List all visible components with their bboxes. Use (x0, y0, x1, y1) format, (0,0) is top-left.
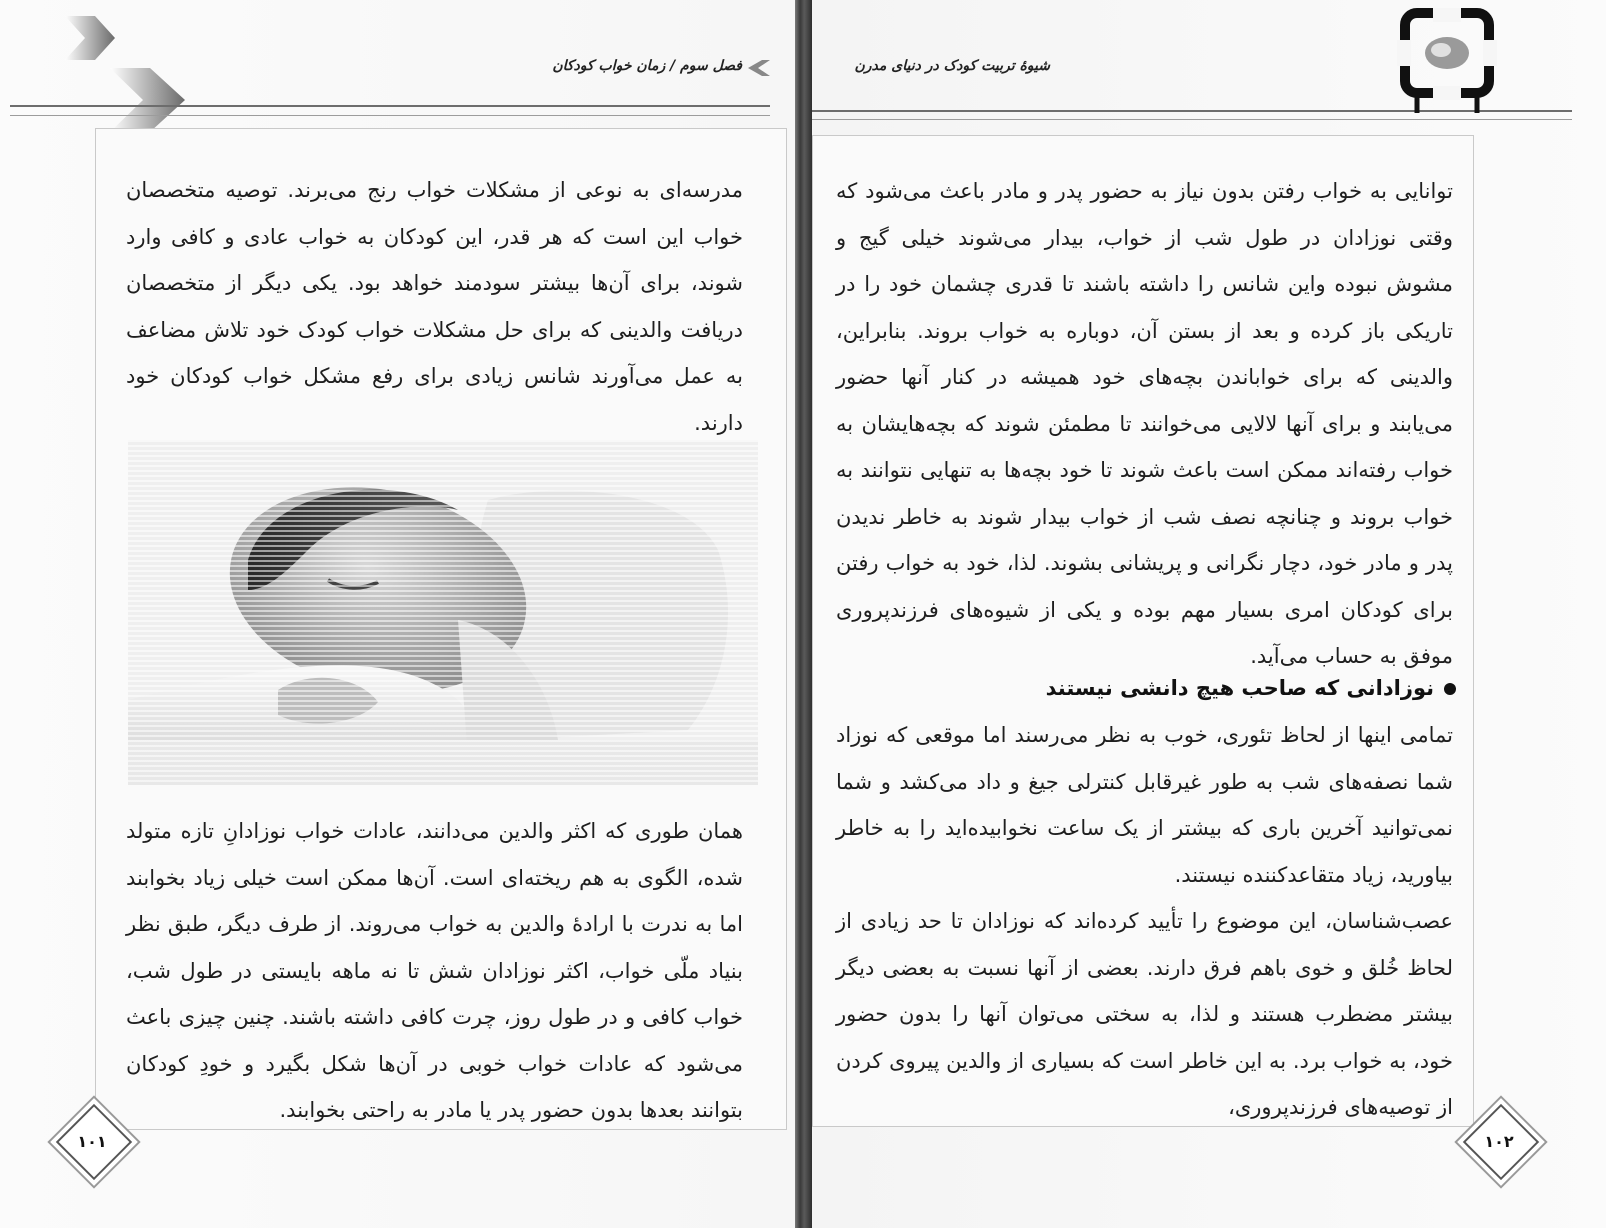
chevron-left-icon (748, 60, 770, 76)
right-paragraph-2-text: تمامی اینها از لحاظ تئوری، خوب به نظر می‌رسند اما موقعی که نوزاد شما نصفه‌های شب به طور غیرقابل کنترلی جیغ و داد می‌کشد و شما نمی‌توانید آخرین باری که بیشتر از یک ساعت نخوابیده‌اید را به خاطر بیاورید، زیاد متقاعدکننده نیستند. (836, 723, 1453, 887)
left-paragraph-2-text: همان طوری که اکثر والدین می‌دانند، عادات خواب نوزادانِ تازه متولد شده، الگوی به هم ریخته‌ای است. آن‌ها ممکن است خیلی زیاد بخوابند اما به ندرت با ارادهٔ والدین به خواب می‌روند. از طرف دیگر، طبق نظر بنیاد ملّی خواب، اکثر نوزادان شش تا نه ماهه بایستی در طول شب، خواب کافی و در طول روز، چرت کافی داشته باشند. چنین چیزی باعث می‌شود که عادات خواب خوبی در آن‌ها شکل بگیرد و خودِ کودکان بتوانند بعدها بدون حضور پدر یا مادر به راحتی بخوابند. (126, 819, 743, 1122)
right-paragraph-3-text: عصب‌شناسان، این موضوع را تأیید کرده‌اند که نوزادان تا حد زیادی از لحاظ خُلق و خوی باهم فرق دارند. بعضی از آنها نسبت به بعضی دیگر بیشتر مضطرب هستند و لذا، به سختی می‌توان آنها را بدون حضور خود، به خواب برد. به این خاطر است که بسیاری از والدین پیروی کردن از توصیه‌های فرزندپروری، (836, 909, 1453, 1119)
book-gutter (795, 0, 812, 1228)
left-header-rule (10, 105, 770, 107)
right-page-number: ۱۰۲ (1484, 1132, 1514, 1151)
left-header-rule-thin (10, 115, 770, 116)
frame-logo-icon (1397, 8, 1497, 113)
right-paragraph-1-text: توانایی به خواب رفتن بدون نیاز به حضور پدر و مادر باعث می‌شود که وقتی نوزادان در طول شب از خواب، بیدار می‌شوند خیلی گیج و مشوش نبوده واین شانس را داشته باشند تا قدری چشمان خود را در تاریکی باز کرده و بعد از بستن آن، دوباره به خواب بروند. بنابراین، والدینی که برای خواباندن بچه‌های خود همیشه در کنار آنها حضور می‌یابند و برای آنها لالایی می‌خوانند تا مطمئن شوند که بچه‌هایشان به خواب رفته‌اند ممکن است باعث شوند تا خود بچه‌ها به تنهایی نتوانند به خواب بروند و چنانچه نصف شب از خواب بیدار شوند به خاطر ندیدن پدر و مادر خود، دچار نگرانی و پریشانی بشوند. لذا، خود به خواب رفتن برای کودکان امری بسیار مهم بوده و یکی از شیوه‌های فرزندپروری موفق به حساب می‌آید. (836, 179, 1453, 668)
left-page-header: فصل سوم / زمان خواب کودکان (552, 58, 742, 74)
right-page (812, 0, 1606, 1228)
left-page (0, 0, 795, 1228)
bullet-icon (1444, 683, 1456, 695)
photo-scan-lines (128, 440, 758, 785)
right-header-rule-thin (812, 119, 1572, 120)
right-paragraph-2 (836, 712, 1453, 898)
left-paragraph-2 (126, 808, 743, 1134)
section-heading-text: نوزادانی که صاحب هیچ دانشی نیستند (1045, 676, 1434, 700)
corner-chevron-icon (55, 8, 195, 138)
right-paragraph-3 (836, 898, 1453, 1131)
right-page-header: شیوهٔ تربیت کودک در دنیای مدرن (854, 58, 1050, 74)
right-paragraph-1 (836, 168, 1453, 680)
left-page-number: ۱۰۱ (77, 1132, 107, 1151)
section-heading (1046, 676, 1456, 700)
left-paragraph-1-text: مدرسه‌ای به نوعی از مشکلات خواب رنج می‌برند. توصیه متخصصان خواب این است که هر قدر، این کودکان به خواب عادی و کافی وارد شوند، برای آن‌ها بیشتر سودمند خواهد بود. یکی دیگر از متخصصان دریافت والدینی که برای حل مشکلات خواب کودک خود تلاش مضاعف به عمل می‌آورند شانس زیادی برای رفع مشکل خواب کودکان خود دارند. (126, 178, 743, 435)
left-paragraph-1 (126, 167, 743, 446)
sleeping-baby-photo (128, 440, 758, 785)
